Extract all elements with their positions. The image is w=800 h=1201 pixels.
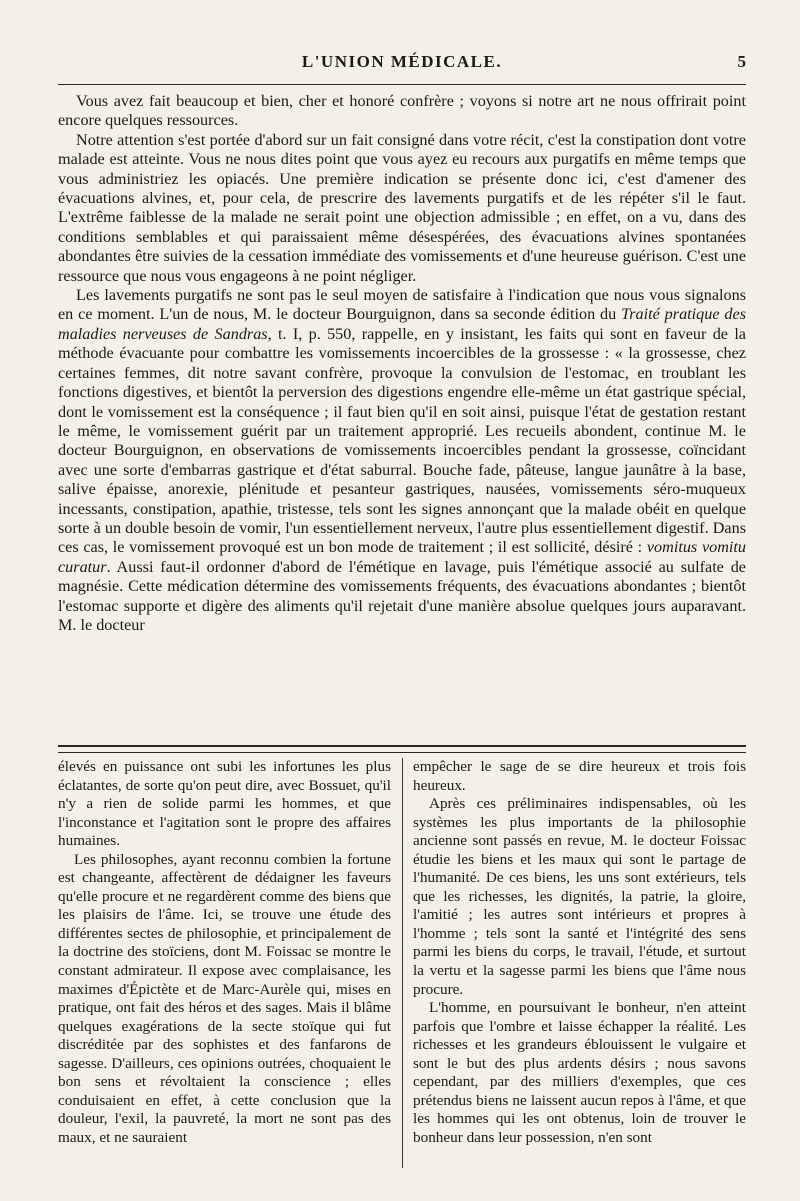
header-rule [58, 84, 746, 85]
feuilleton-right-paragraph-2: Après ces préliminaires indispensables, où les systèmes les plus importants de la philosophie ancienne sont passés en revue, M. le docteur Foissac étudie les biens et les maux qui sont le partage de l'humanité. De ces biens, les uns sont extérieurs, tels que les richesses, les dignités, la patrie, la gloire, l'amitié ; les autres sont intérieurs et propres à l'homme ; tels sont la santé et l'intégrité des sens parmi les biens du corps, le travail, l'étude, et surtout la vertu et la sagesse parmi les biens que l'âme nous procure. [413, 795, 746, 998]
paragraph-2: Notre attention s'est portée d'abord sur un fait consigné dans votre récit, c'est la constipation dont votre malade est atteinte. Vous ne nous dites point que vous ayez eu recours aux purgatifs en même temps que vous administriez les opiacés. Une première indication se présente donc ici, c'est d'amener des évacuations alvines, et, pour cela, de prescrire des lavements purgatifs et de les répéter s'il le faut. L'extrême faiblesse de la malade ne serait point une objection admissible ; en effet, on a vu, dans des conditions semblables et qui paraissaient même désespérées, des évacuations alvines spontanées abondantes être suivies de la cessation immédiate des vomissements et d'une heureuse guérison. C'est une ressource que nous vous engageons à ne point négliger. [58, 130, 746, 285]
paragraph-3 [58, 286, 746, 635]
book-title: Traité pratique des maladies nerveuses de Sandras [58, 305, 746, 343]
column-divider [402, 758, 403, 1168]
main-article-text [58, 92, 746, 635]
paragraph-3-start: Les lavements purgatifs ne sont pas le seul moyen de satisfaire à l'indication que nous vous signalons en ce moment. L'un de nous, M. le docteur Bourguignon, dans sa seconde édition du [58, 286, 746, 324]
feuilleton-right-paragraph-3: L'homme, en poursuivant le bonheur, n'en atteint parfois que l'ombre et laisse échapper la réalité. Les richesses et les grandeurs éblouissent le vulgaire et sont le but des plus ardents désirs ; nous savons cependant, par des milliers d'exemples, que ces prétendus biens ne laissent aucun repos à l'âme, et que les hommes qui les ont obtenus, loin de trouver le bonheur dans leur possession, n'en sont [413, 999, 746, 1146]
paragraph-3-end: . Aussi faut-il ordonner d'abord de l'émétique en lavage, puis l'émétique associé au sulfate de magnésie. Cette médication détermine des vomissements fréquents, des évacuations abondantes ; bientôt l'estomac supporte et digère des aliments qu'il rejetait d'une manière absolue quelques jours auparavant. M. le docteur [58, 557, 746, 634]
paragraph-3-middle: , t. I, p. 550, rappelle, en y insistant, les faits qui sont en faveur de la méthode évacuante pour combattre les vomissements incoercibles de la grossesse : « la grossesse, chez certaines femmes, dit notre savant confrère, provoque la convulsion de l'estomac, en troublant les fonctions digestives, et bientôt la perversion des digestions engendre elle-même un état gastrique spécial, dont le vomissement est la conséquence ; il faut bien qu'il en soit ainsi, puisque l'état de gestation restant le même, le vomissement guérit par un traitement approprié. Les recueils abondent, continue M. le docteur Bourguignon, en observations de vomissements incoercibles pendant la grossesse, coïncidant avec une sorte d'embarras gastrique et d'état saburral. Bouche fade, pâteuse, langue jaunâtre à la base, salive épaisse, anorexie, plénitude et pesanteur gastriques, nausées, vomissements séro-muqueux incessants, constipation, apathie, tristesse, tels sont les signes annonçant que la malade obéit en quelque sorte à un double besoin de vomir, l'un essentiellement nerveux, l'autre plus essentiellement digestif. Dans ces cas, le vomissement provoqué est un bon mode de traitement ; il est sollicité, désiré : [58, 324, 746, 557]
feuilleton-right-column [413, 758, 746, 1147]
feuilleton-left-column [58, 758, 391, 1147]
page-number: 5 [737, 52, 746, 71]
feuilleton-rule [58, 745, 746, 753]
feuilleton-right-paragraph-1: empêcher le sage de se dire heureux et trois fois heureux. [413, 758, 746, 794]
running-title: L'UNION MÉDICALE. [301, 52, 503, 71]
page-header [58, 52, 746, 80]
latin-phrase: vomitus vomitu curatur [58, 538, 746, 576]
paragraph-1: Vous avez fait beaucoup et bien, cher et honoré confrère ; voyons si notre art ne nous offrirait point encore quelques ressources. [58, 92, 746, 130]
feuilleton-left-paragraph-1: élevés en puissance ont subi les infortunes les plus éclatantes, de sorte qu'on peut dire, avec Bossuet, qu'il n'y a rien de solide parmi les hommes, et que l'inconstance et l'agitation sont le propre des affaires humaines. [58, 758, 391, 850]
feuilleton-left-paragraph-2: Les philosophes, ayant reconnu combien la fortune est changeante, affectèrent de dédaigner les faveurs qu'elle procure et ne regardèrent comme des biens que les plaisirs de l'âme. Ici, se trouve une étude des différentes sectes de philosophie, et principalement de la doctrine des stoïciens, dont M. Foissac se montre le constant admirateur. Il expose avec complaisance, les maximes d'Épictète et de Marc-Aurèle qui, mises en pratique, ont fait des héros et des sages. Mais il blâme quelques exagérations de la secte stoïque qui fut discréditée par des sophistes et des fanfarons de sagesse. D'ailleurs, ces opinions outrées, choquaient le bon sens et révoltaient la conscience ; elles conduisaient en effet, à cette conclusion que la douleur, l'exil, la pauvreté, la mort ne sont pas des maux, et ne sauraient [58, 850, 391, 1146]
